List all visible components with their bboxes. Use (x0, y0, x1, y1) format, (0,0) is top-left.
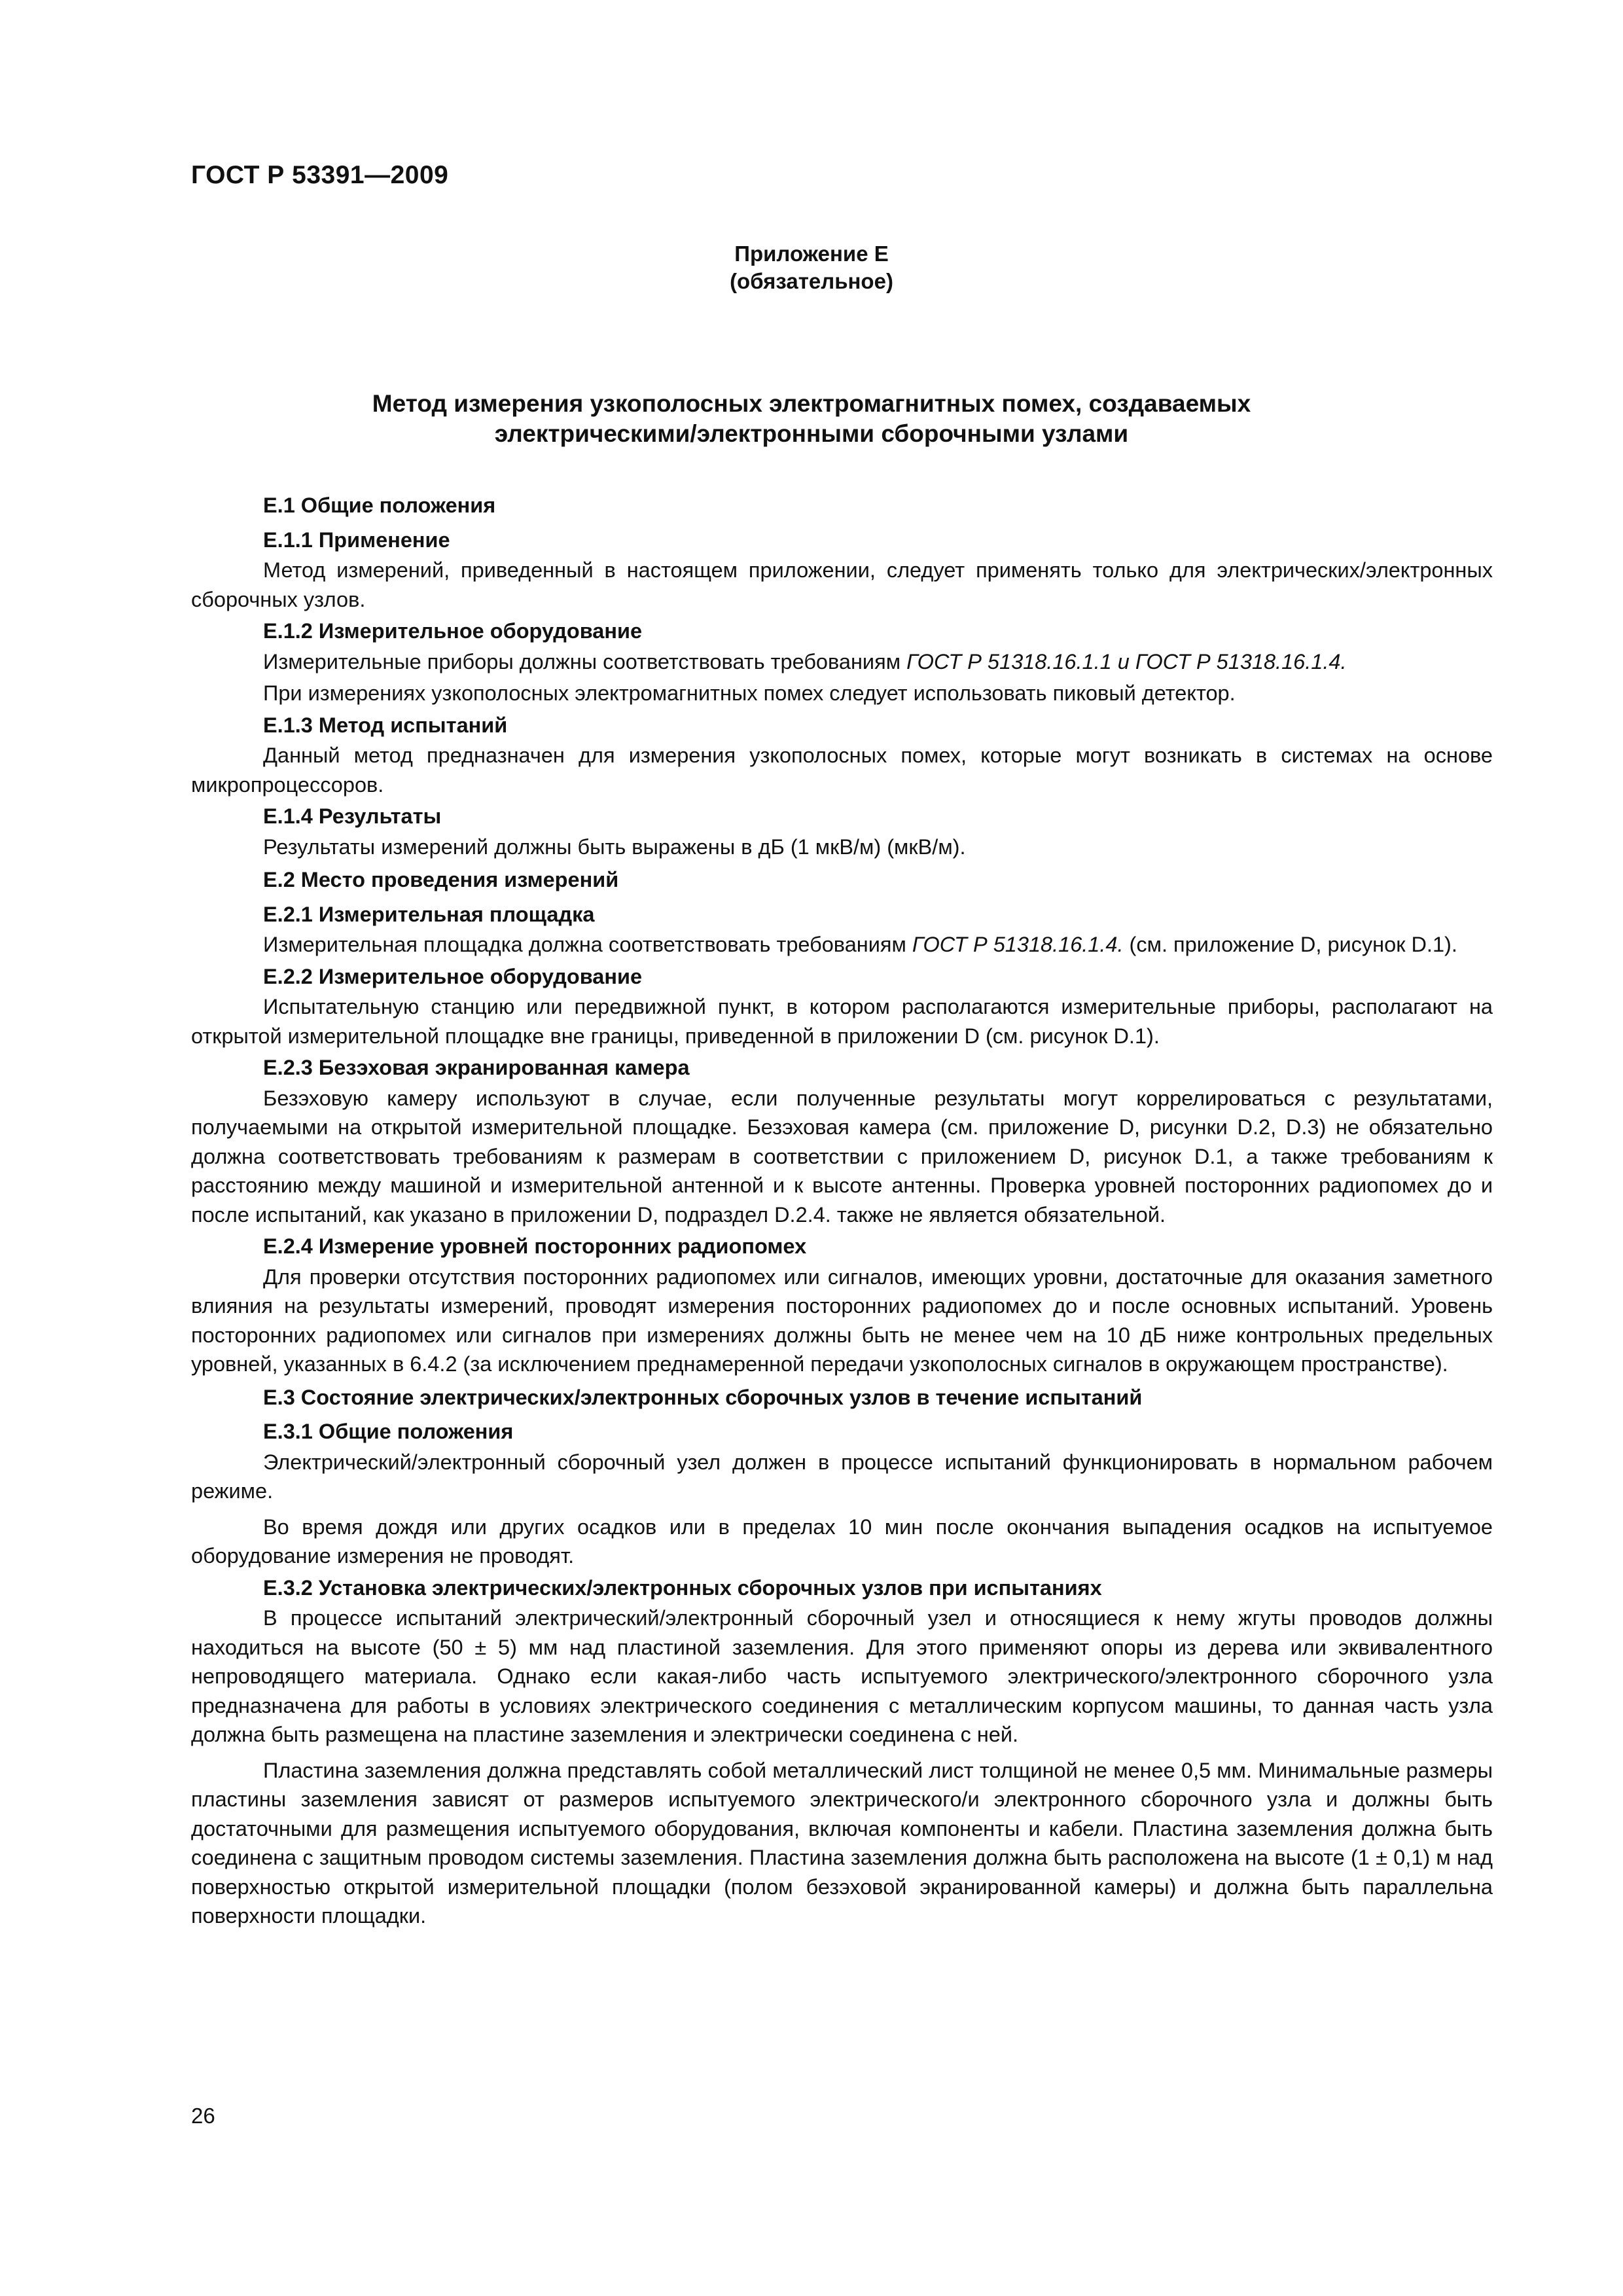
paragraph-e1-2-a (191, 647, 1493, 677)
section-heading-e3: Е.3 Состояние электрических/электронных сборочных узлов в течение испытаний (263, 1385, 1143, 1409)
paragraph-e1-2-a-text: Измерительные приборы должны соответствовать требованиям (263, 649, 907, 673)
paragraph-e1-3: Данный метод предназначен для измерения узкополосных помех, которые могут возникать в системах на основе микропроцессоров. (191, 744, 1493, 797)
section-heading-e3-1: Е.3.1 Общие положения (263, 1420, 514, 1443)
paragraph-e2-3: Безэховую камеру используют в случае, если полученные результаты могут коррелироваться с результатами, получаемыми на открытой измерительной площадке. Безэховая камера (см. приложение D, рисунки D.2, D.3) не обязательно должна соответствовать требованиям к размерам в соответствии с приложением D, рисунок D.1, а также требованиям к расстоянию между машиной и измерительной антенной и к высоте антенны. Проверка уровней посторонних радиопомех до и после испытаний, как указано в приложении D, подраздел D.2.4. также не является обязательной. (191, 1086, 1493, 1227)
annex-status: (обязательное) (730, 269, 893, 293)
paragraph-e2-2: Испытательную станцию или передвижной пункт, в котором располагаются измерительные приборы, располагают на открытой измерительной площадке вне границы, приведенной в приложении D (см. рисунок D.1). (191, 995, 1493, 1048)
page-number: 26 (191, 2104, 215, 2128)
document-body (191, 487, 1493, 1933)
section-heading-e2-4: Е.2.4 Измерение уровней посторонних радиопомех (263, 1234, 807, 1258)
section-heading-e2-3: Е.2.3 Безэховая экранированная камера (263, 1056, 690, 1079)
paragraph-e1-2-b: При измерениях узкополосных электромагнитных помех следует использовать пиковый детектор. (263, 681, 1236, 705)
section-heading-e1-4: Е.1.4 Результаты (263, 804, 442, 828)
section-heading-e2-1: Е.2.1 Измерительная площадка (263, 902, 595, 926)
paragraph-e1-4: Результаты измерений должны быть выражены в дБ (1 мкВ/м) (мкВ/м). (263, 834, 966, 859)
paragraph-e3-1-b: Во время дождя или других осадков или в пределах 10 мин после окончания выпадения осадков на испытуемое оборудование измерения не проводят. (191, 1515, 1493, 1568)
section-heading-e1-1: Е.1.1 Применение (263, 528, 450, 552)
main-title: Метод измерения узкополосных электромагнитных помех, создаваемых электрическими/электронными сборочными узлами (372, 390, 1251, 447)
section-heading-e3-2: Е.3.2 Установка электрических/электронных сборочных узлов при испытаниях (263, 1575, 1102, 1600)
paragraph-e2-1 (191, 930, 1493, 960)
paragraph-e1-1: Метод измерений, приведенный в настоящем приложении, следует применять только для электрических/электронных сборочных узлов. (191, 558, 1493, 611)
paragraph-e3-1-a: Электрический/электронный сборочный узел должен в процессе испытаний функционировать в нормальном рабочем режиме. (191, 1450, 1493, 1503)
section-heading-e2: Е.2 Место проведения измерений (263, 868, 619, 891)
section-heading-e1-3: Е.1.3 Метод испытаний (263, 713, 508, 737)
section-heading-e1-2: Е.1.2 Измерительное оборудование (263, 619, 643, 643)
standard-reference: ГОСТ Р 51318.16.1.1 и ГОСТ Р 51318.16.1.4. (906, 649, 1347, 673)
paragraph-e2-4: Для проверки отсутствия посторонних радиопомех или сигналов, имеющих уровни, достаточные для оказания заметного влияния на результаты измерений, проводят измерения посторонних радиопомех до и после основных испытаний. Уровень посторонних радиопомех или сигналов при измерениях должны быть не менее чем на 10 дБ ниже контрольных предельных уровней, указанных в 6.4.2 (за исключением преднамеренной передачи узкополосных сигналов в окружающем пространстве). (191, 1265, 1493, 1376)
paragraph-e2-1-text-a: Измерительная площадка должна соответствовать требованиям (263, 933, 912, 956)
paragraph-e2-1-text-b: (см. приложение D, рисунок D.1). (1123, 933, 1457, 956)
section-heading-e1: Е.1 Общие положения (263, 493, 496, 517)
paragraph-e3-2-b: Пластина заземления должна представлять собой металлический лист толщиной не менее 0,5 мм. Минимальные размеры пластины заземления зависят от размеров испытуемого электрического/и электронного сборочного узла и должны быть достаточными для размещения испытуемого оборудования, включая компоненты и кабели. Пластина заземления должна быть соединена с защитным проводом системы заземления. Пластина заземления должна быть расположена на высоте (1 ± 0,1) м над поверхностью открытой измерительной площадки (полом безэховой экранированной камеры) и должна быть параллельна поверхности площадки. (191, 1758, 1493, 1928)
annex-title: Приложение Е (734, 242, 889, 266)
standard-reference: ГОСТ Р 51318.16.1.4. (912, 933, 1124, 956)
document-code: ГОСТ Р 53391—2009 (191, 161, 449, 189)
paragraph-e3-2-a: В процессе испытаний электрический/электронный сборочный узел и относящиеся к нему жгуты проводов должны находиться на высоте (50 ± 5) мм над пластиной заземления. Для этого применяют опоры из дерева или эквивалентного непроводящего материала. Однако если какая-либо часть испытуемого электрического/электронного сборочного узла предназначена для работы в условиях электрического соединения с металлическим корпусом машины, то данная часть узла должна быть размещена на пластине заземления и электрически соединена с ней. (191, 1606, 1493, 1746)
section-heading-e2-2: Е.2.2 Измерительное оборудование (263, 964, 643, 988)
